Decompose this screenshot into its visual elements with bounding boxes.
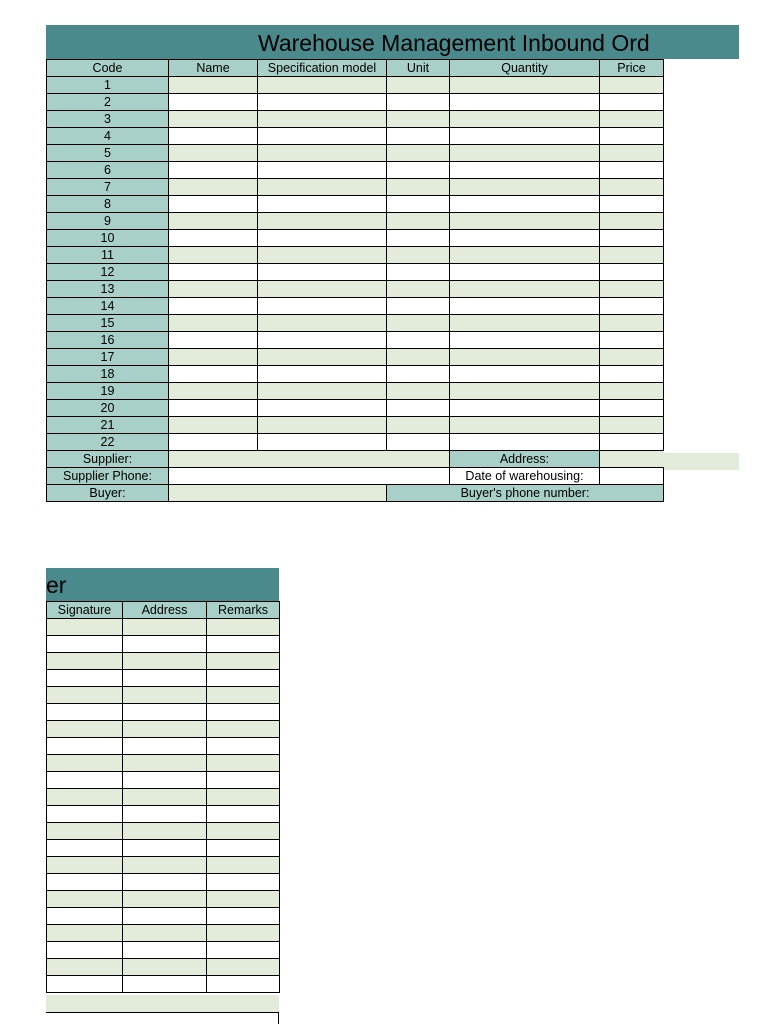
unit-cell[interactable] — [387, 77, 450, 94]
date-of-warehousing-label: Date of warehousing: — [450, 468, 600, 485]
quantity-cell[interactable] — [450, 298, 600, 315]
specification-model-cell[interactable] — [258, 196, 387, 213]
table-row — [47, 806, 280, 823]
quantity-cell[interactable] — [450, 213, 600, 230]
address-cell[interactable] — [123, 823, 207, 840]
unit-cell[interactable] — [387, 179, 450, 196]
specification-model-cell[interactable] — [258, 383, 387, 400]
code-cell: 10 — [47, 230, 169, 247]
name-cell[interactable] — [169, 128, 258, 145]
table-row — [47, 145, 664, 162]
table-row — [47, 94, 664, 111]
table-row — [47, 687, 280, 704]
quantity-cell[interactable] — [450, 128, 600, 145]
price-cell[interactable] — [600, 383, 664, 400]
table-row — [47, 823, 280, 840]
supplier-row — [47, 451, 664, 468]
price-cell[interactable] — [600, 332, 664, 349]
specification-model-cell[interactable] — [258, 349, 387, 366]
table-row — [47, 670, 280, 687]
table-row — [47, 908, 280, 925]
specification-model-cell[interactable] — [258, 247, 387, 264]
price-cell[interactable] — [600, 162, 664, 179]
address-cell[interactable] — [123, 653, 207, 670]
name-cell[interactable] — [169, 315, 258, 332]
name-cell[interactable] — [169, 94, 258, 111]
header-price: Price — [600, 60, 664, 77]
specification-model-cell[interactable] — [258, 128, 387, 145]
unit-cell[interactable] — [387, 298, 450, 315]
table-row — [47, 332, 664, 349]
signature-cell[interactable] — [47, 670, 123, 687]
unit-cell[interactable] — [387, 264, 450, 281]
unit-cell[interactable] — [387, 281, 450, 298]
address-cell[interactable] — [123, 857, 207, 874]
name-cell[interactable] — [169, 230, 258, 247]
supplier-phone-label: Supplier Phone: — [47, 468, 169, 485]
unit-cell[interactable] — [387, 383, 450, 400]
unit-cell[interactable] — [387, 315, 450, 332]
unit-cell[interactable] — [387, 213, 450, 230]
price-cell[interactable] — [600, 298, 664, 315]
table-row — [47, 721, 280, 738]
unit-cell[interactable] — [387, 111, 450, 128]
signature-cell[interactable] — [47, 721, 123, 738]
name-cell[interactable] — [169, 417, 258, 434]
price-cell[interactable] — [600, 128, 664, 145]
right-border-continued — [278, 1012, 279, 1024]
table-header-row-continued — [47, 602, 280, 619]
address-cell[interactable] — [123, 704, 207, 721]
header-signature: Signature — [47, 602, 123, 619]
quantity-cell[interactable] — [450, 281, 600, 298]
unit-cell[interactable] — [387, 247, 450, 264]
address-cell[interactable] — [123, 738, 207, 755]
price-cell[interactable] — [600, 230, 664, 247]
table-row — [47, 704, 280, 721]
remarks-cell[interactable] — [207, 976, 280, 993]
supplier-label: Supplier: — [47, 451, 169, 468]
table-row — [47, 349, 664, 366]
signature-cell[interactable] — [47, 806, 123, 823]
remarks-cell[interactable] — [207, 670, 280, 687]
table-row — [47, 959, 280, 976]
address-cell[interactable] — [123, 806, 207, 823]
address-cell[interactable] — [123, 891, 207, 908]
page-title-continued: er — [46, 572, 67, 598]
address-cell[interactable] — [123, 959, 207, 976]
remarks-cell[interactable] — [207, 891, 280, 908]
signature-cell[interactable] — [47, 840, 123, 857]
code-cell: 19 — [47, 383, 169, 400]
address-cell[interactable] — [123, 755, 207, 772]
address-cell[interactable] — [123, 908, 207, 925]
remarks-cell[interactable] — [207, 687, 280, 704]
signature-cell[interactable] — [47, 738, 123, 755]
specification-model-cell[interactable] — [258, 281, 387, 298]
name-cell[interactable] — [169, 332, 258, 349]
footer-band-continued — [46, 995, 279, 1013]
table-row — [47, 315, 664, 332]
buyer-input[interactable] — [169, 485, 387, 502]
table-row — [47, 874, 280, 891]
price-cell[interactable] — [600, 349, 664, 366]
price-cell[interactable] — [600, 281, 664, 298]
table-row — [47, 128, 664, 145]
quantity-cell[interactable] — [450, 145, 600, 162]
page-title: Warehouse Management Inbound Ord — [258, 30, 650, 56]
specification-model-cell[interactable] — [258, 298, 387, 315]
unit-cell[interactable] — [387, 128, 450, 145]
table-row — [47, 213, 664, 230]
table-header-row — [47, 60, 664, 77]
signature-cell[interactable] — [47, 874, 123, 891]
price-cell[interactable] — [600, 94, 664, 111]
remarks-cell[interactable] — [207, 908, 280, 925]
code-cell: 6 — [47, 162, 169, 179]
remarks-cell[interactable] — [207, 959, 280, 976]
table-row — [47, 434, 664, 451]
specification-model-cell[interactable] — [258, 332, 387, 349]
address-cell[interactable] — [123, 942, 207, 959]
address-input-extension — [664, 453, 739, 470]
table-row — [47, 789, 280, 806]
remarks-cell[interactable] — [207, 806, 280, 823]
name-cell[interactable] — [169, 281, 258, 298]
remarks-cell[interactable] — [207, 840, 280, 857]
unit-cell[interactable] — [387, 366, 450, 383]
buyer-phone-label: Buyer's phone number: — [387, 485, 664, 502]
specification-model-cell[interactable] — [258, 145, 387, 162]
specification-model-cell[interactable] — [258, 213, 387, 230]
table-row — [47, 653, 280, 670]
name-cell[interactable] — [169, 145, 258, 162]
table-row — [47, 162, 664, 179]
unit-cell[interactable] — [387, 94, 450, 111]
table-row — [47, 755, 280, 772]
quantity-cell[interactable] — [450, 196, 600, 213]
price-cell[interactable] — [600, 213, 664, 230]
code-cell: 21 — [47, 417, 169, 434]
table-row — [47, 298, 664, 315]
header-unit: Unit — [387, 60, 450, 77]
code-cell: 12 — [47, 264, 169, 281]
remarks-cell[interactable] — [207, 925, 280, 942]
remarks-cell[interactable] — [207, 874, 280, 891]
specification-model-cell[interactable] — [258, 434, 387, 451]
quantity-cell[interactable] — [450, 94, 600, 111]
address-cell[interactable] — [123, 840, 207, 857]
table-row — [47, 383, 664, 400]
address-cell[interactable] — [123, 874, 207, 891]
code-cell: 3 — [47, 111, 169, 128]
price-cell[interactable] — [600, 315, 664, 332]
code-cell: 11 — [47, 247, 169, 264]
quantity-cell[interactable] — [450, 162, 600, 179]
signature-cell[interactable] — [47, 891, 123, 908]
quantity-cell[interactable] — [450, 111, 600, 128]
remarks-cell[interactable] — [207, 738, 280, 755]
signature-cell[interactable] — [47, 959, 123, 976]
remarks-cell[interactable] — [207, 823, 280, 840]
price-cell[interactable] — [600, 417, 664, 434]
specification-model-cell[interactable] — [258, 111, 387, 128]
signature-cell[interactable] — [47, 925, 123, 942]
remarks-cell[interactable] — [207, 789, 280, 806]
code-cell: 22 — [47, 434, 169, 451]
quantity-cell[interactable] — [450, 366, 600, 383]
signature-cell[interactable] — [47, 823, 123, 840]
name-cell[interactable] — [169, 111, 258, 128]
header-name: Name — [169, 60, 258, 77]
table-row — [47, 111, 664, 128]
code-cell: 18 — [47, 366, 169, 383]
quantity-cell[interactable] — [450, 332, 600, 349]
code-cell: 1 — [47, 77, 169, 94]
name-cell[interactable] — [169, 349, 258, 366]
signature-cell[interactable] — [47, 857, 123, 874]
remarks-cell[interactable] — [207, 942, 280, 959]
signature-cell[interactable] — [47, 908, 123, 925]
code-cell: 14 — [47, 298, 169, 315]
specification-model-cell[interactable] — [258, 417, 387, 434]
table-row — [47, 840, 280, 857]
date-of-warehousing-input[interactable] — [600, 468, 664, 485]
signature-cell[interactable] — [47, 704, 123, 721]
header-address: Address — [123, 602, 207, 619]
name-cell[interactable] — [169, 366, 258, 383]
unit-cell[interactable] — [387, 417, 450, 434]
supplier-phone-row — [47, 468, 664, 485]
inbound-order-table-continued — [46, 601, 280, 993]
price-cell[interactable] — [600, 111, 664, 128]
name-cell[interactable] — [169, 196, 258, 213]
signature-cell[interactable] — [47, 687, 123, 704]
title-band-continued — [46, 568, 279, 601]
name-cell[interactable] — [169, 179, 258, 196]
price-cell[interactable] — [600, 77, 664, 94]
unit-cell[interactable] — [387, 196, 450, 213]
specification-model-cell[interactable] — [258, 77, 387, 94]
unit-cell[interactable] — [387, 434, 450, 451]
table-row — [47, 636, 280, 653]
remarks-cell[interactable] — [207, 857, 280, 874]
name-cell[interactable] — [169, 434, 258, 451]
remarks-cell[interactable] — [207, 636, 280, 653]
header-remarks: Remarks — [207, 602, 280, 619]
quantity-cell[interactable] — [450, 383, 600, 400]
address-cell[interactable] — [123, 636, 207, 653]
quantity-cell[interactable] — [450, 417, 600, 434]
specification-model-cell[interactable] — [258, 179, 387, 196]
unit-cell[interactable] — [387, 145, 450, 162]
unit-cell[interactable] — [387, 349, 450, 366]
supplier-input[interactable] — [169, 451, 450, 468]
table-row — [47, 619, 280, 636]
price-cell[interactable] — [600, 400, 664, 417]
address-cell[interactable] — [123, 772, 207, 789]
code-cell: 2 — [47, 94, 169, 111]
remarks-cell[interactable] — [207, 653, 280, 670]
name-cell[interactable] — [169, 383, 258, 400]
specification-model-cell[interactable] — [258, 162, 387, 179]
specification-model-cell[interactable] — [258, 315, 387, 332]
code-cell: 9 — [47, 213, 169, 230]
code-cell: 8 — [47, 196, 169, 213]
address-cell[interactable] — [123, 976, 207, 993]
name-cell[interactable] — [169, 162, 258, 179]
quantity-cell[interactable] — [450, 400, 600, 417]
signature-cell[interactable] — [47, 772, 123, 789]
table-row — [47, 196, 664, 213]
table-row — [47, 366, 664, 383]
supplier-phone-input[interactable] — [169, 468, 450, 485]
table-row — [47, 772, 280, 789]
address-input[interactable] — [600, 451, 664, 468]
table-row — [47, 230, 664, 247]
specification-model-cell[interactable] — [258, 94, 387, 111]
remarks-cell[interactable] — [207, 704, 280, 721]
price-cell[interactable] — [600, 196, 664, 213]
table-row — [47, 77, 664, 94]
name-cell[interactable] — [169, 247, 258, 264]
unit-cell[interactable] — [387, 332, 450, 349]
table-row — [47, 738, 280, 755]
specification-model-cell[interactable] — [258, 366, 387, 383]
price-cell[interactable] — [600, 145, 664, 162]
price-cell[interactable] — [600, 434, 664, 451]
name-cell[interactable] — [169, 213, 258, 230]
code-cell: 17 — [47, 349, 169, 366]
table-row — [47, 417, 664, 434]
buyer-row — [47, 485, 664, 502]
specification-model-cell[interactable] — [258, 230, 387, 247]
unit-cell[interactable] — [387, 162, 450, 179]
code-cell: 16 — [47, 332, 169, 349]
name-cell[interactable] — [169, 264, 258, 281]
quantity-cell[interactable] — [450, 247, 600, 264]
unit-cell[interactable] — [387, 400, 450, 417]
quantity-cell[interactable] — [450, 315, 600, 332]
signature-cell[interactable] — [47, 636, 123, 653]
table-row — [47, 281, 664, 298]
signature-cell[interactable] — [47, 789, 123, 806]
inbound-order-table — [46, 59, 664, 502]
specification-model-cell[interactable] — [258, 400, 387, 417]
table-row — [47, 247, 664, 264]
table-row — [47, 976, 280, 993]
address-label: Address: — [450, 451, 600, 468]
quantity-cell[interactable] — [450, 349, 600, 366]
name-cell[interactable] — [169, 400, 258, 417]
quantity-cell[interactable] — [450, 230, 600, 247]
quantity-cell[interactable] — [450, 264, 600, 281]
signature-cell[interactable] — [47, 976, 123, 993]
address-cell[interactable] — [123, 721, 207, 738]
code-cell: 13 — [47, 281, 169, 298]
signature-cell[interactable] — [47, 942, 123, 959]
signature-cell[interactable] — [47, 653, 123, 670]
code-cell: 7 — [47, 179, 169, 196]
price-cell[interactable] — [600, 179, 664, 196]
remarks-cell[interactable] — [207, 721, 280, 738]
address-cell[interactable] — [123, 670, 207, 687]
quantity-cell[interactable] — [450, 179, 600, 196]
name-cell[interactable] — [169, 77, 258, 94]
buyer-label: Buyer: — [47, 485, 169, 502]
remarks-cell[interactable] — [207, 755, 280, 772]
code-cell: 20 — [47, 400, 169, 417]
address-cell[interactable] — [123, 687, 207, 704]
code-cell: 15 — [47, 315, 169, 332]
table-row — [47, 925, 280, 942]
specification-model-cell[interactable] — [258, 264, 387, 281]
table-row — [47, 264, 664, 281]
table-row — [47, 942, 280, 959]
signature-cell[interactable] — [47, 755, 123, 772]
remarks-cell[interactable] — [207, 772, 280, 789]
table-row — [47, 891, 280, 908]
header-code: Code — [47, 60, 169, 77]
name-cell[interactable] — [169, 298, 258, 315]
header-specification-model: Specification model — [258, 60, 387, 77]
quantity-cell[interactable] — [450, 77, 600, 94]
address-cell[interactable] — [123, 619, 207, 636]
signature-cell[interactable] — [47, 619, 123, 636]
table-row — [47, 179, 664, 196]
code-cell: 4 — [47, 128, 169, 145]
price-cell[interactable] — [600, 247, 664, 264]
quantity-cell[interactable] — [450, 434, 600, 451]
unit-cell[interactable] — [387, 230, 450, 247]
header-quantity: Quantity — [450, 60, 600, 77]
address-cell[interactable] — [123, 789, 207, 806]
table-row — [47, 400, 664, 417]
address-cell[interactable] — [123, 925, 207, 942]
table-row — [47, 857, 280, 874]
code-cell: 5 — [47, 145, 169, 162]
price-cell[interactable] — [600, 366, 664, 383]
price-cell[interactable] — [600, 264, 664, 281]
remarks-cell[interactable] — [207, 619, 280, 636]
